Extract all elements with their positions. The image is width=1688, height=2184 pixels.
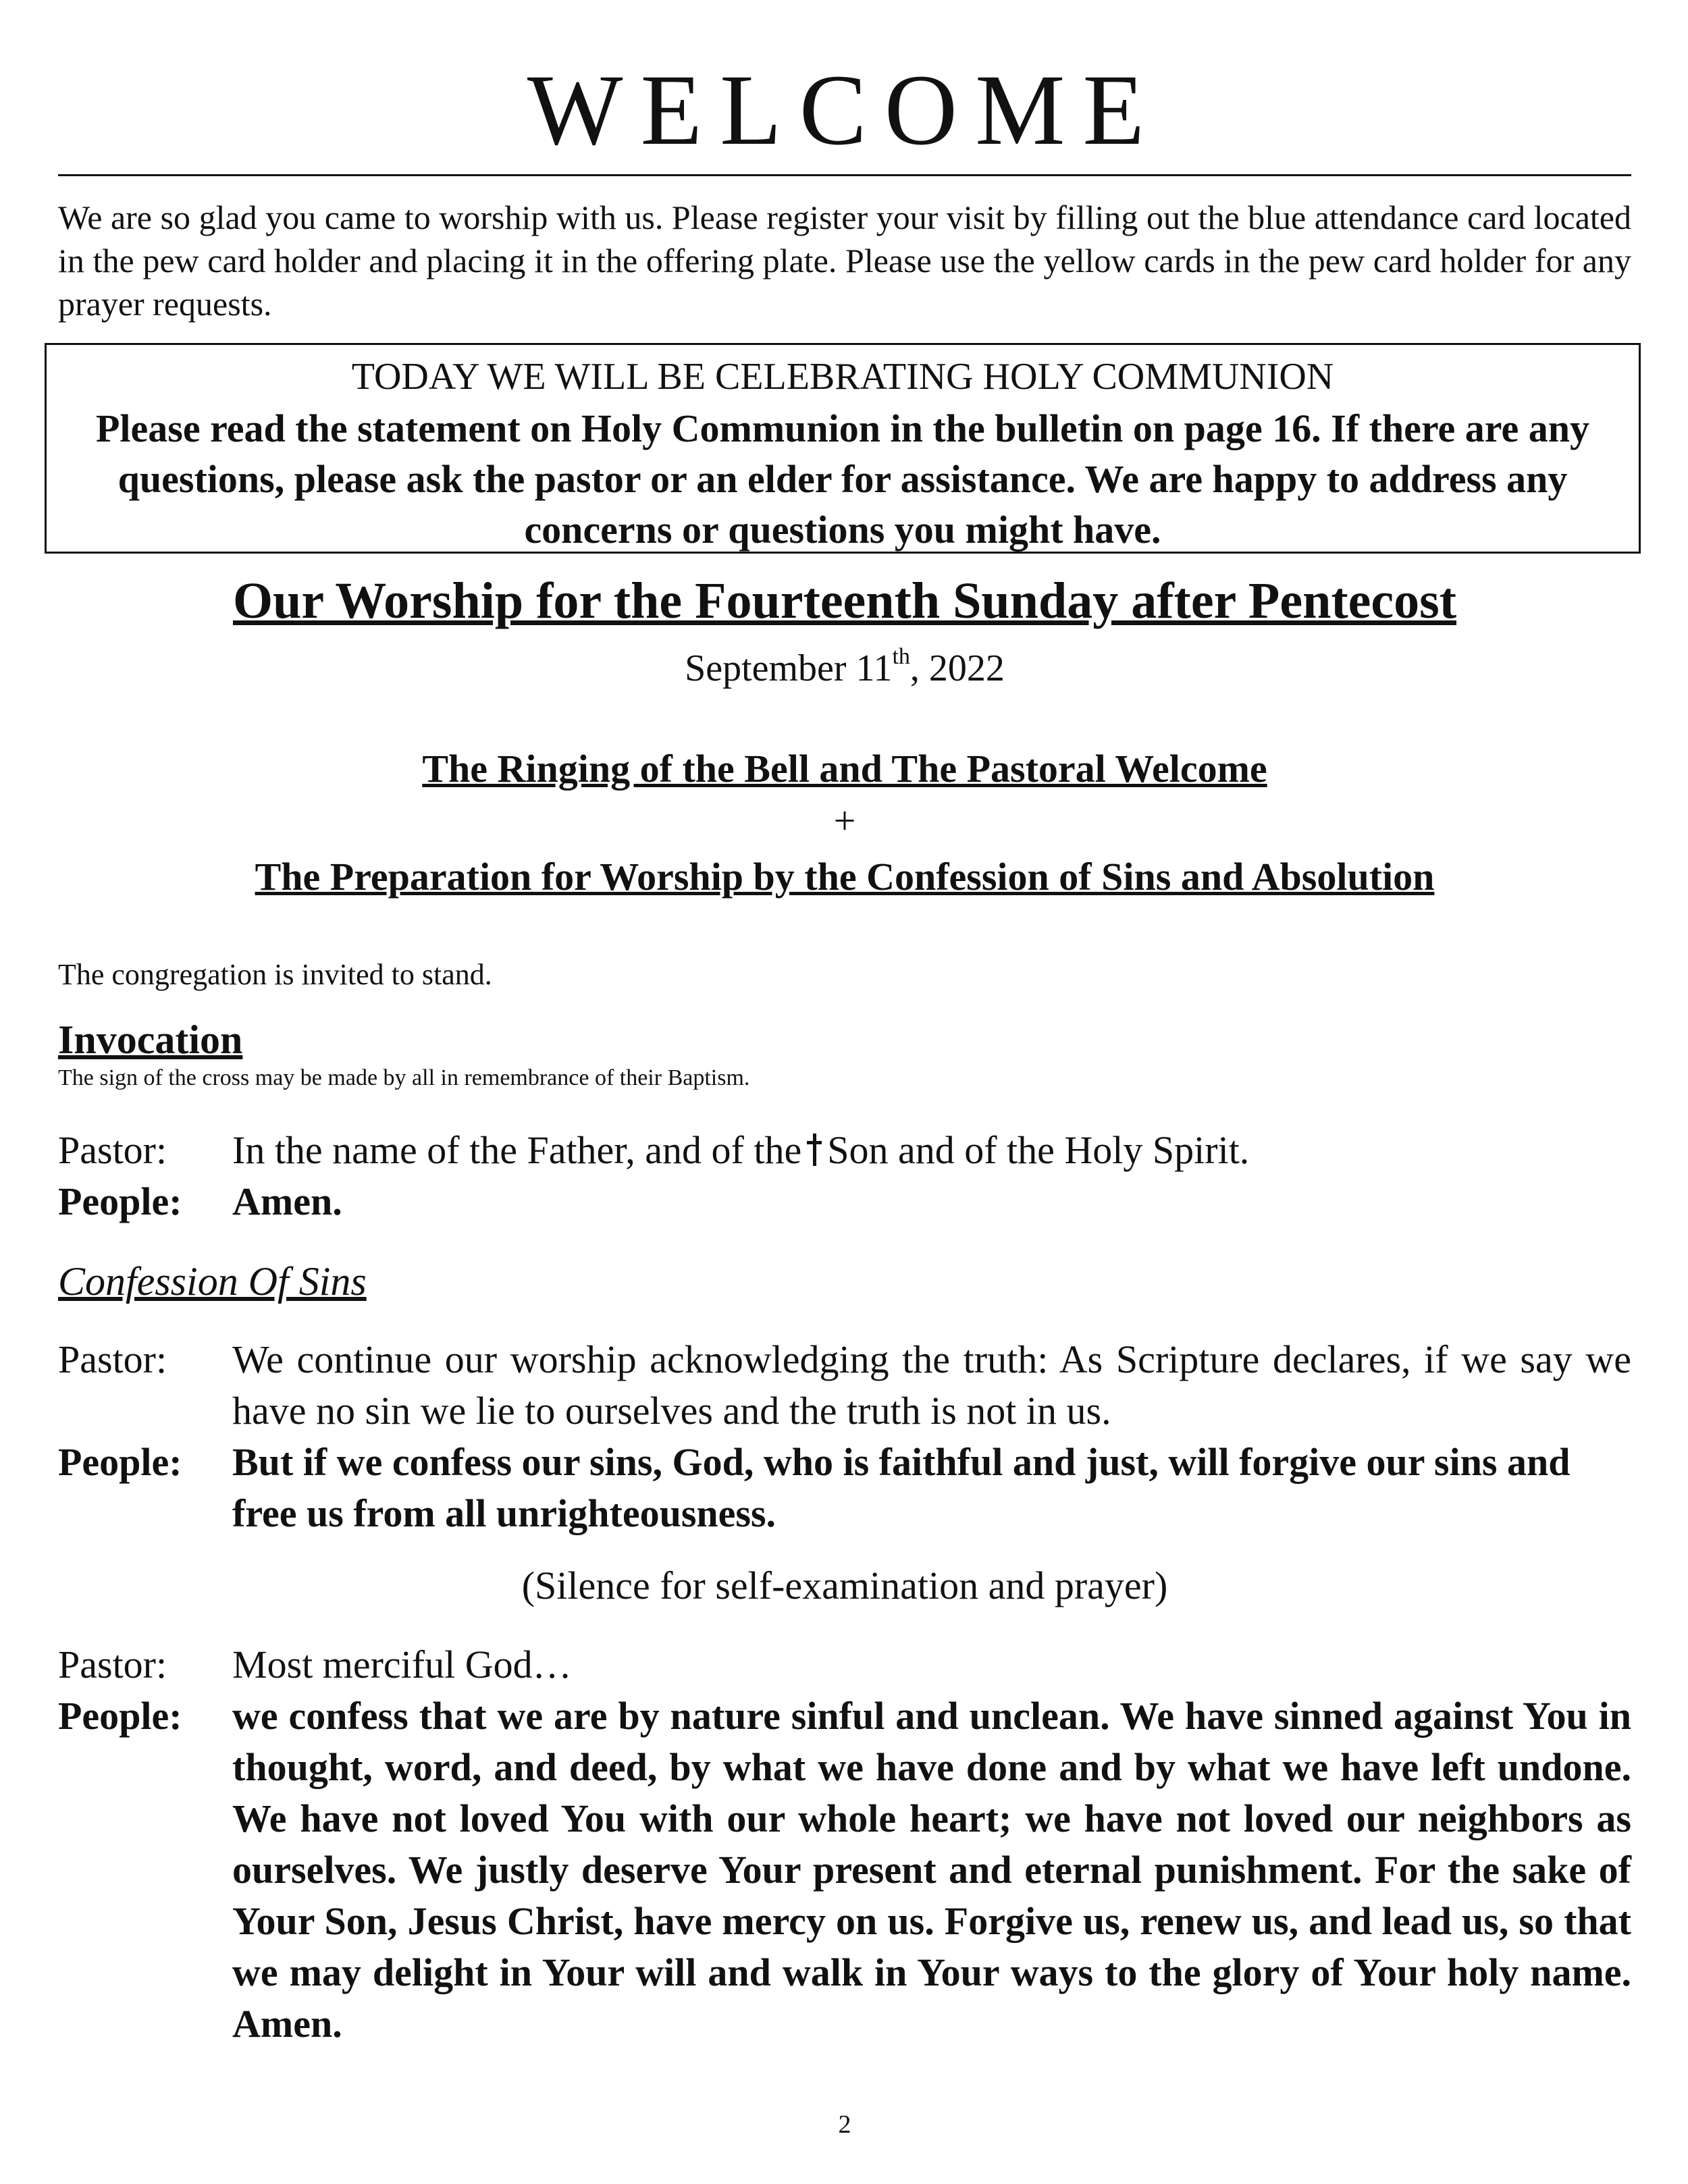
- speaker-label: People:: [58, 1440, 182, 1484]
- speaker-label: People:: [58, 1694, 182, 1738]
- service-date: [58, 644, 1631, 689]
- invocation-pastor-text-after: Son and of the Holy Spirit.: [827, 1128, 1250, 1172]
- bulletin-page: [58, 0, 1631, 2184]
- confession-heading: Confession Of Sins: [58, 1259, 367, 1304]
- communion-notice-body: Please read the statement on Holy Communion in the bulletin on page 16. If there are any questions, please ask the pastor or an elder for assistance. We are happy to address any concerns or questions you might have.: [95, 406, 1589, 552]
- invocation-pastor-line: [58, 1125, 1631, 1176]
- confession-pastor-line-1: [58, 1334, 1631, 1437]
- stand-rubric: The congregation is invited to stand.: [58, 958, 492, 991]
- confession-pastor-text-2: Most merciful God…: [232, 1643, 572, 1686]
- communion-notice-heading: TODAY WE WILL BE CELEBRATING HOLY COMMUNION: [351, 356, 1334, 398]
- title-divider: [58, 174, 1631, 176]
- service-title: Our Worship for the Fourteenth Sunday after Pentecost: [232, 572, 1456, 629]
- confession-pastor-line-2: [58, 1639, 1631, 1690]
- confession-people-text-2: we confess that we are by nature sinful and unclean. We have sinned against You in thought, word, and deed, by what we have done and by what we have left undone. We have not loved You with our whole heart; we have not loved our neighbors as ourselves. We justly deserve Your present and eternal punishment. For the sake of Your Son, Jesus Christ, have mercy on us. Forgive us, renew us, and lead us, so that we may delight in Your will and walk in Your ways to the glory of Your holy name. Amen.: [232, 1694, 1631, 2046]
- welcome-title: WELCOME: [527, 54, 1163, 166]
- communion-notice-box: [45, 343, 1641, 554]
- invocation-heading: Invocation: [58, 1017, 243, 1062]
- confession-pastor-text-1: We continue our worship acknowledging the truth: As Scripture declares, if we say we have no sin we lie to ourselves and the truth is not in us.: [232, 1337, 1631, 1433]
- speaker-label: People:: [58, 1179, 182, 1223]
- confession-people-line-1: [58, 1437, 1631, 1539]
- confession-people-line-2: [58, 1690, 1631, 2050]
- heading-preparation: The Preparation for Worship by the Confession of Sins and Absolution: [255, 855, 1435, 899]
- invocation-pastor-text-before: In the name of the Father, and of the: [232, 1128, 802, 1172]
- page-number: 2: [838, 2110, 851, 2139]
- welcome-paragraph: We are so glad you came to worship with us. Please register your visit by filling out the blue attendance card located in the pew card holder and placing it in the offering plate. Please use the yellow cards in the pew card holder for any prayer requests.: [58, 198, 1631, 323]
- invocation-rubric: The sign of the cross may be made by all in remembrance of their Baptism.: [58, 1065, 750, 1090]
- section-separator: +: [833, 799, 856, 843]
- service-date-month-day: September 11: [685, 647, 893, 689]
- invocation-people-line: [58, 1176, 1631, 1227]
- confession-people-text-1: But if we confess our sins, God, who is faithful and just, will forgive our sins and free us from all unrighteousness.: [232, 1440, 1571, 1535]
- cross-icon: [806, 1134, 823, 1166]
- speaker-label: Pastor:: [58, 1128, 167, 1172]
- service-date-year: , 2022: [909, 647, 1005, 689]
- silence-rubric: (Silence for self-examination and prayer): [521, 1564, 1168, 1607]
- speaker-label: Pastor:: [58, 1337, 167, 1381]
- invocation-people-text: Amen.: [232, 1179, 342, 1223]
- service-date-suffix: th: [892, 644, 910, 669]
- speaker-label: Pastor:: [58, 1643, 167, 1686]
- heading-bell-welcome: The Ringing of the Bell and The Pastoral Welcome: [422, 747, 1267, 791]
